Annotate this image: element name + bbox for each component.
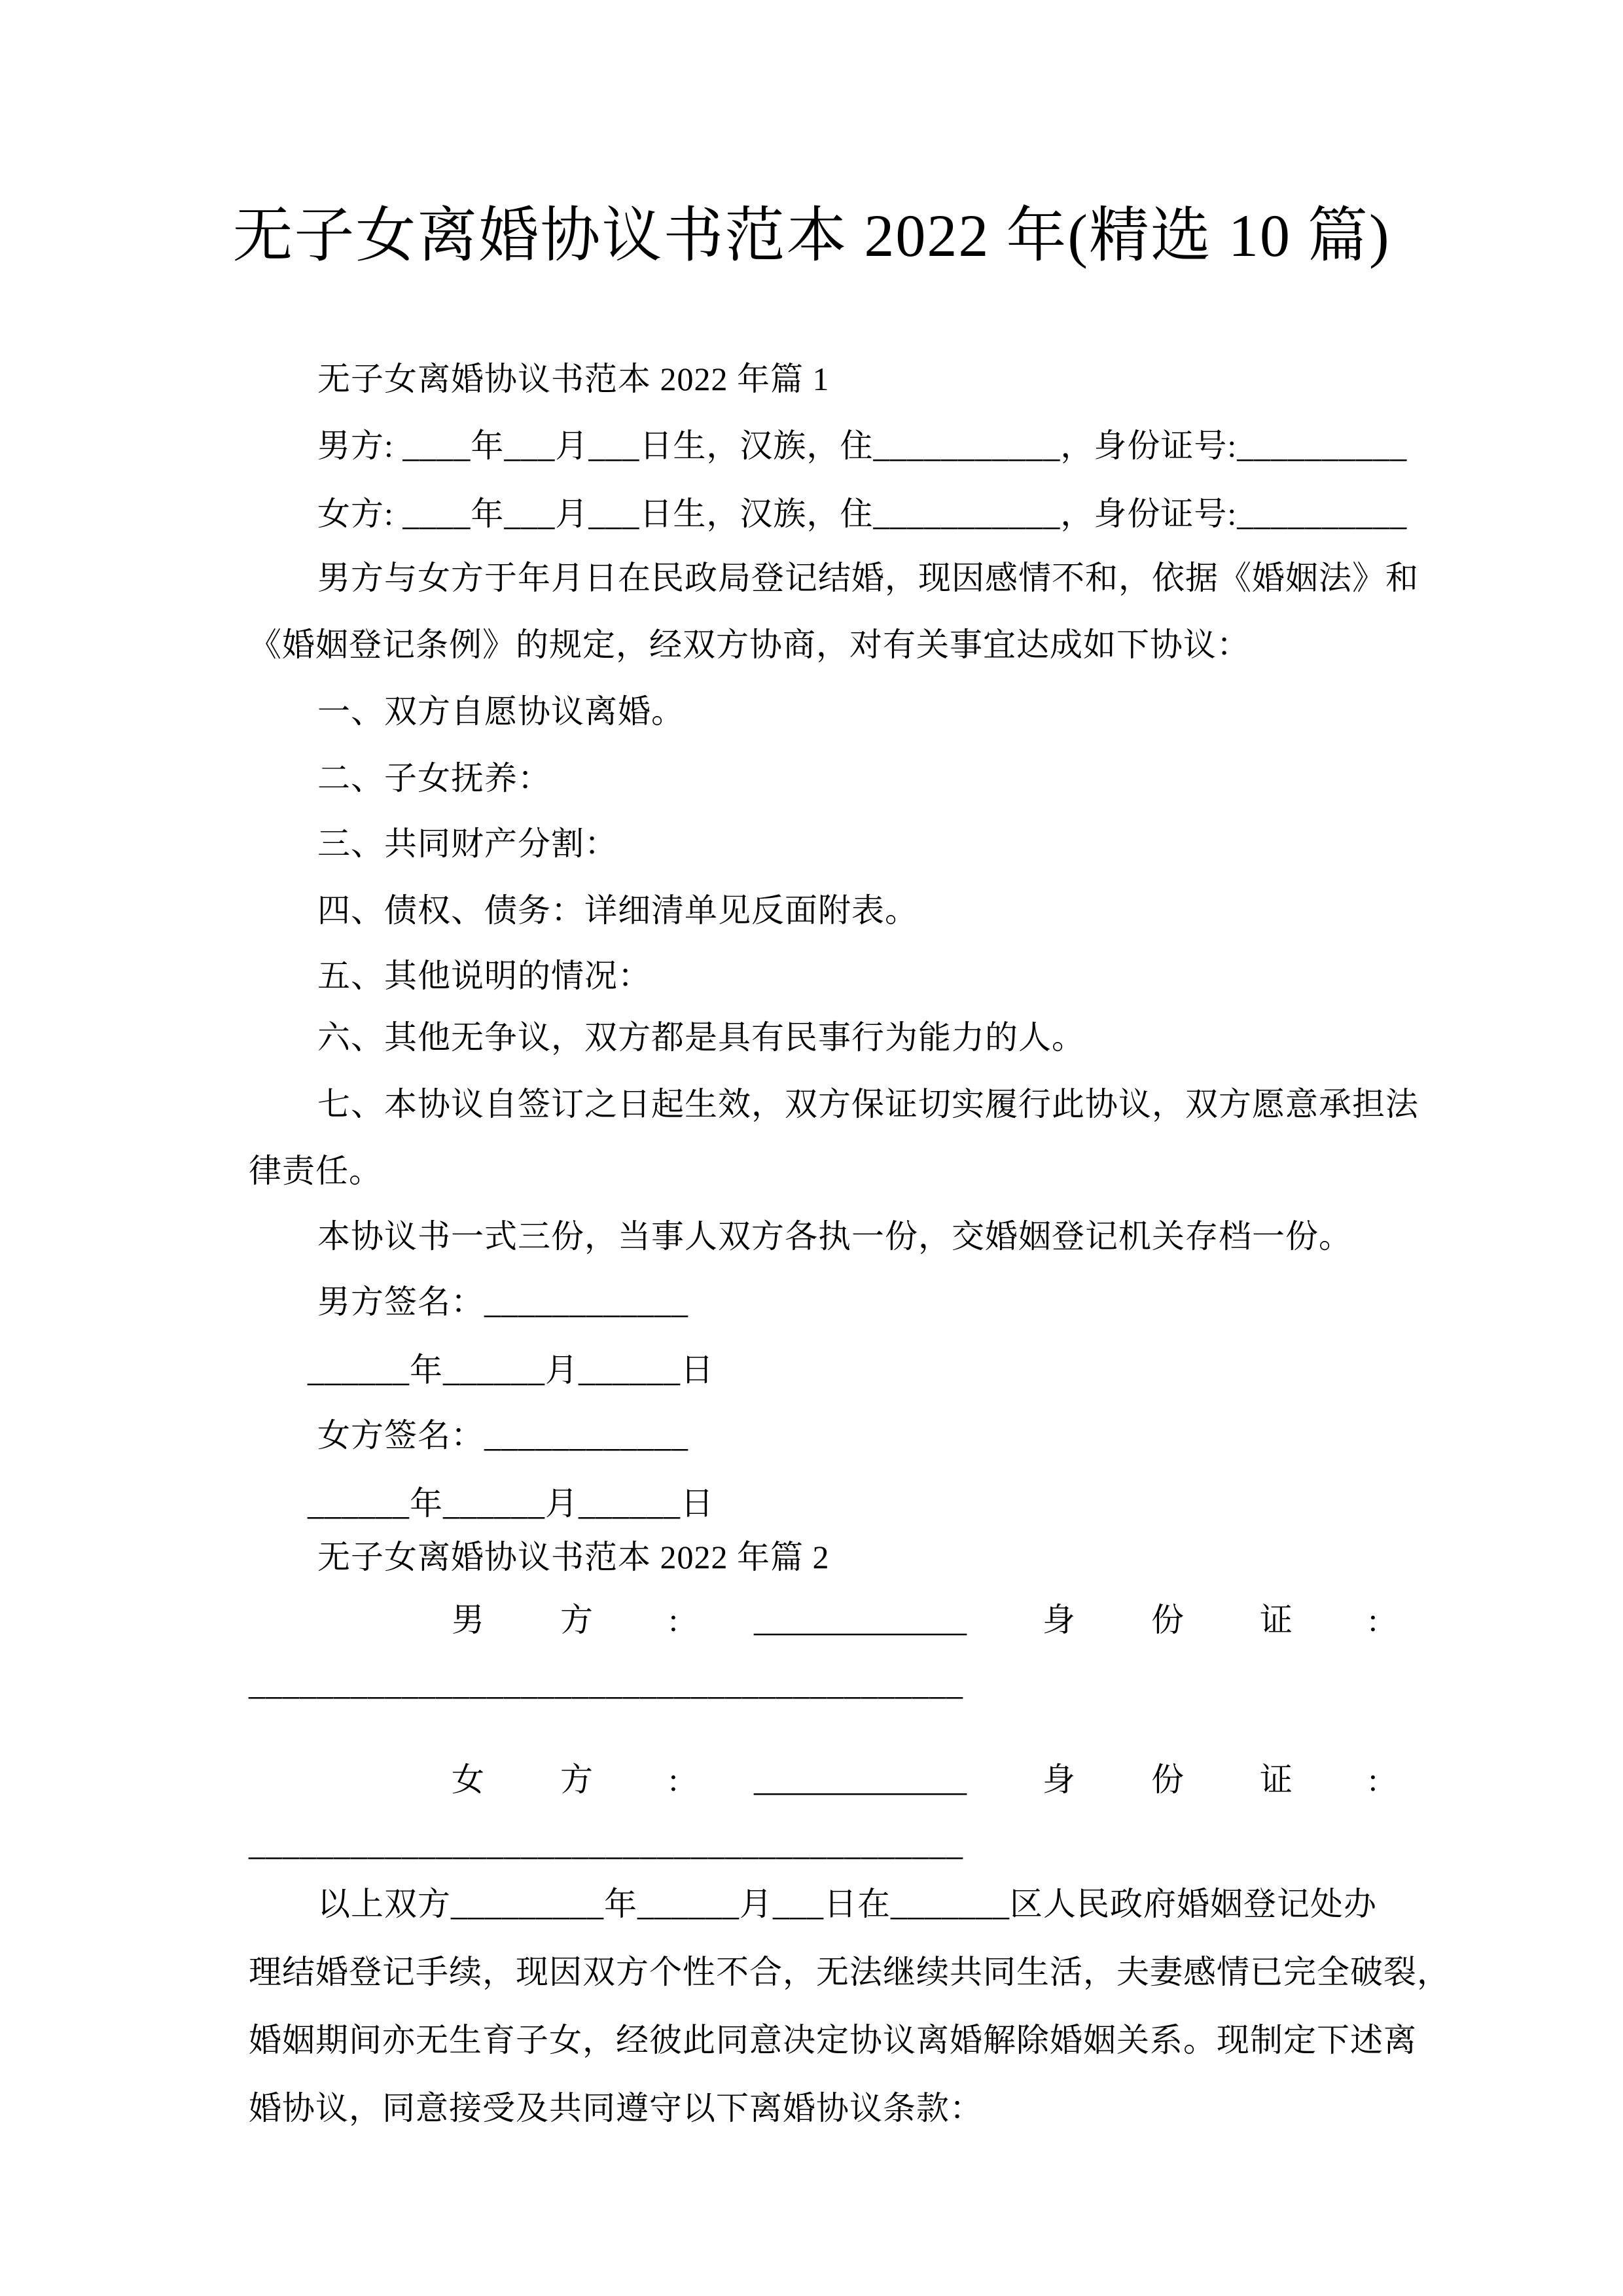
template1-male-signature-line: 男方签名：____________ bbox=[317, 1283, 688, 1320]
template1-heading: 无子女离婚协议书范本 2022 年篇 1 bbox=[317, 361, 830, 397]
template1-male-signature-date: ______年______月______日 bbox=[308, 1352, 714, 1388]
template1-item1: 一、双方自愿协议离婚。 bbox=[317, 693, 685, 730]
template1-copies-line: 本协议书一式三份，当事人双方各执一份，交婚姻登记机关存档一份。 bbox=[317, 1218, 1352, 1255]
female-row-word2: 方 bbox=[560, 1761, 594, 1798]
template1-item2: 二、子女抚养： bbox=[317, 760, 551, 797]
template1-intro-line1: 男方与女方于年月日在民政局登记结婚，现因感情不和，依据《婚姻法》和 bbox=[317, 560, 1419, 596]
template2-male-row bbox=[452, 1602, 1378, 1638]
template1-item3: 三、共同财产分割： bbox=[317, 825, 618, 862]
template2-para-line1: 以上双方_________年______月___日在_______区人民政府婚姻登记处办 bbox=[317, 1886, 1377, 1922]
template1-male-info-line: 男方: ____年___月___日生，汉族，住___________，身份证号:__________ bbox=[317, 427, 1408, 464]
male-row-word5: 证 bbox=[1260, 1602, 1293, 1638]
template1-item7-line2: 律责任。 bbox=[249, 1153, 382, 1189]
female-row-colon1: : bbox=[669, 1761, 678, 1798]
female-row-colon2: : bbox=[1368, 1761, 1378, 1798]
template2-female-row-continuation: __________________________________________ bbox=[249, 1825, 963, 1862]
template1-intro-line2: 《婚姻登记条例》的规定，经双方协商，对有关事宜达成如下协议： bbox=[249, 626, 1250, 663]
template2-female-row bbox=[452, 1762, 1378, 1798]
female-row-word1: 女 bbox=[452, 1761, 484, 1798]
female-row-word5: 证 bbox=[1260, 1761, 1293, 1798]
female-row-blank: _____________ bbox=[753, 1761, 967, 1798]
male-row-colon2: : bbox=[1368, 1602, 1378, 1638]
template1-item7-line1: 七、本协议自签订之日起生效，双方保证切实履行此协议，双方愿意承担法 bbox=[317, 1086, 1419, 1122]
document-title: 无子女离婚协议书范本 2022 年(精选 10 篇) bbox=[232, 202, 1391, 269]
template2-male-row-continuation: __________________________________________ bbox=[249, 1665, 963, 1702]
female-row-word4: 份 bbox=[1150, 1761, 1184, 1798]
male-row-word3: 身 bbox=[1042, 1602, 1075, 1638]
female-row-word3: 身 bbox=[1042, 1761, 1075, 1798]
template2-para-line3: 婚姻期间亦无生育子女，经彼此同意决定协议离婚解除婚姻关系。现制定下述离 bbox=[249, 2022, 1417, 2058]
template1-item5: 五、其他说明的情况： bbox=[317, 958, 651, 994]
template2-para-line2: 理结婚登记手续，现因双方个性不合，无法继续共同生活，夫妻感情已完全破裂， bbox=[249, 1954, 1450, 1990]
template1-item4: 四、债权、债务：详细清单见反面附表。 bbox=[317, 892, 918, 929]
male-row-word1: 男 bbox=[452, 1602, 484, 1638]
template1-female-signature-line: 女方签名：____________ bbox=[317, 1417, 688, 1454]
male-row-word2: 方 bbox=[560, 1602, 594, 1638]
template1-female-info-line: 女方: ____年___月___日生，汉族，住___________，身份证号:__________ bbox=[317, 495, 1408, 532]
template2-heading: 无子女离婚协议书范本 2022 年篇 2 bbox=[317, 1539, 830, 1575]
male-row-blank: _____________ bbox=[753, 1602, 967, 1638]
template2-para-line4: 婚协议，同意接受及共同遵守以下离婚协议条款： bbox=[249, 2090, 983, 2126]
template1-female-signature-date: ______年______月______日 bbox=[308, 1485, 714, 1522]
template1-item6: 六、其他无争议，双方都是具有民事行为能力的人。 bbox=[317, 1019, 1085, 1056]
male-row-colon1: : bbox=[669, 1602, 678, 1638]
male-row-word4: 份 bbox=[1150, 1602, 1184, 1638]
